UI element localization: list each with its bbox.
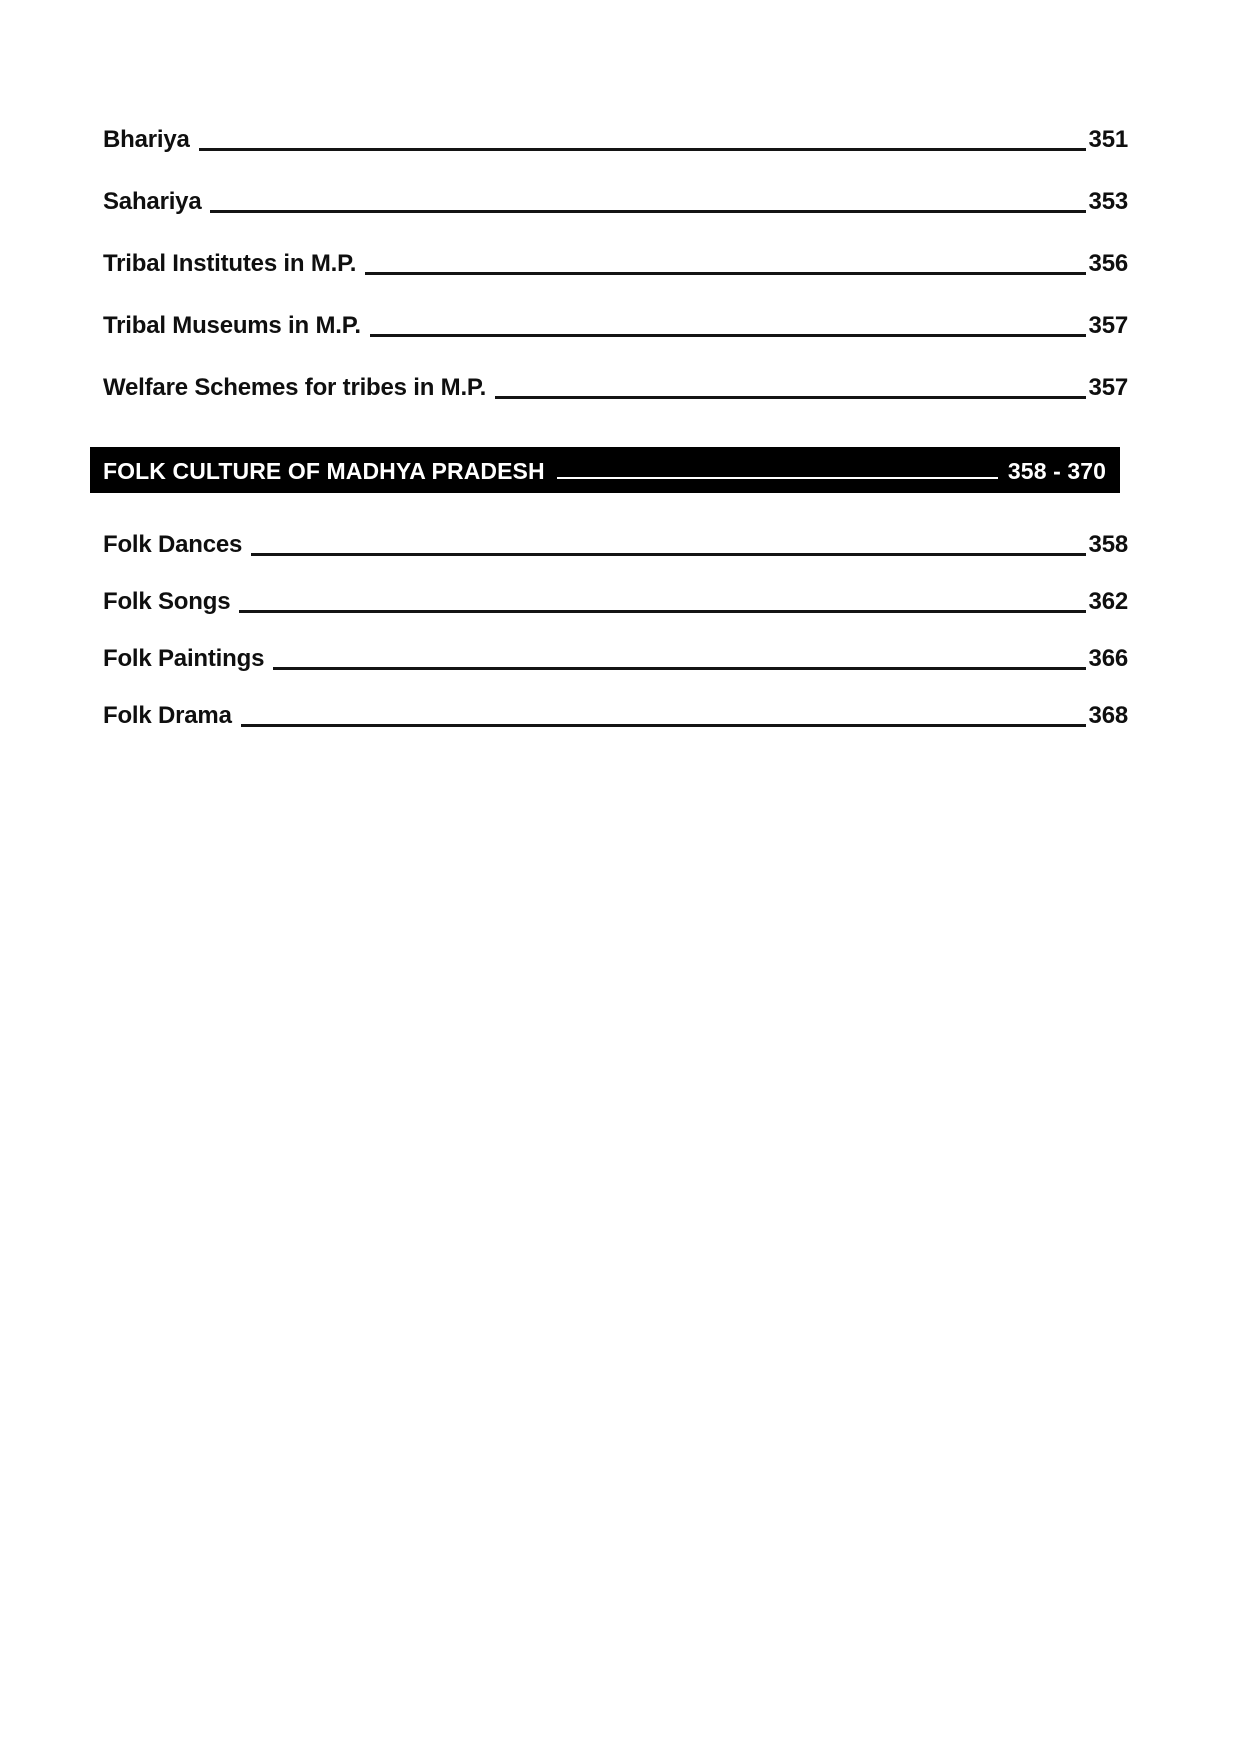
toc-entry-label: Folk Songs [103, 588, 231, 615]
section-banner-page-range: 358 - 370 [1007, 458, 1106, 484]
leader-line [273, 667, 1085, 670]
toc-entry-page: 353 [1088, 188, 1128, 215]
leader-line [199, 148, 1086, 151]
toc-entry [103, 373, 1128, 403]
toc-entry-label: Bhariya [103, 126, 190, 153]
leader-line [239, 610, 1085, 613]
toc-entry-label: Folk Paintings [103, 645, 265, 672]
toc-entry-label: Folk Drama [103, 702, 232, 729]
toc-entry-page: 358 [1088, 531, 1128, 558]
toc-entry-page: 362 [1088, 588, 1128, 615]
toc-entry-label: Tribal Museums in M.P. [103, 312, 361, 339]
toc-entry [103, 644, 1128, 674]
toc-entry-page: 357 [1088, 312, 1128, 339]
section-banner-folk-culture [90, 447, 1120, 493]
toc-entry-page: 351 [1088, 126, 1128, 153]
toc-entry-page: 356 [1088, 250, 1128, 277]
toc-entry-page: 366 [1088, 645, 1128, 672]
toc-entry [103, 249, 1128, 279]
toc-section-folk-culture [103, 530, 1128, 731]
toc-entry [103, 187, 1128, 217]
leader-line [241, 724, 1086, 727]
toc-entry-page: 357 [1088, 374, 1128, 401]
leader-line [370, 334, 1086, 337]
toc-entry [103, 701, 1128, 731]
toc-entry [103, 311, 1128, 341]
toc-entry-page: 368 [1088, 702, 1128, 729]
toc-section-tribes [103, 125, 1128, 403]
toc-entry-label: Sahariya [103, 188, 202, 215]
toc-entry-label: Welfare Schemes for tribes in M.P. [103, 374, 487, 401]
toc-entry [103, 530, 1128, 560]
toc-entry-label: Folk Dances [103, 531, 243, 558]
section-banner-title: FOLK CULTURE OF MADHYA PRADESH [103, 458, 545, 484]
leader-line [495, 396, 1085, 399]
toc-content [103, 125, 1128, 758]
toc-entry [103, 125, 1128, 155]
leader-line [210, 210, 1085, 213]
toc-entry [103, 587, 1128, 617]
leader-line [251, 553, 1085, 556]
toc-entry-label: Tribal Institutes in M.P. [103, 250, 357, 277]
leader-line [365, 272, 1085, 275]
banner-leader-line [557, 477, 998, 479]
